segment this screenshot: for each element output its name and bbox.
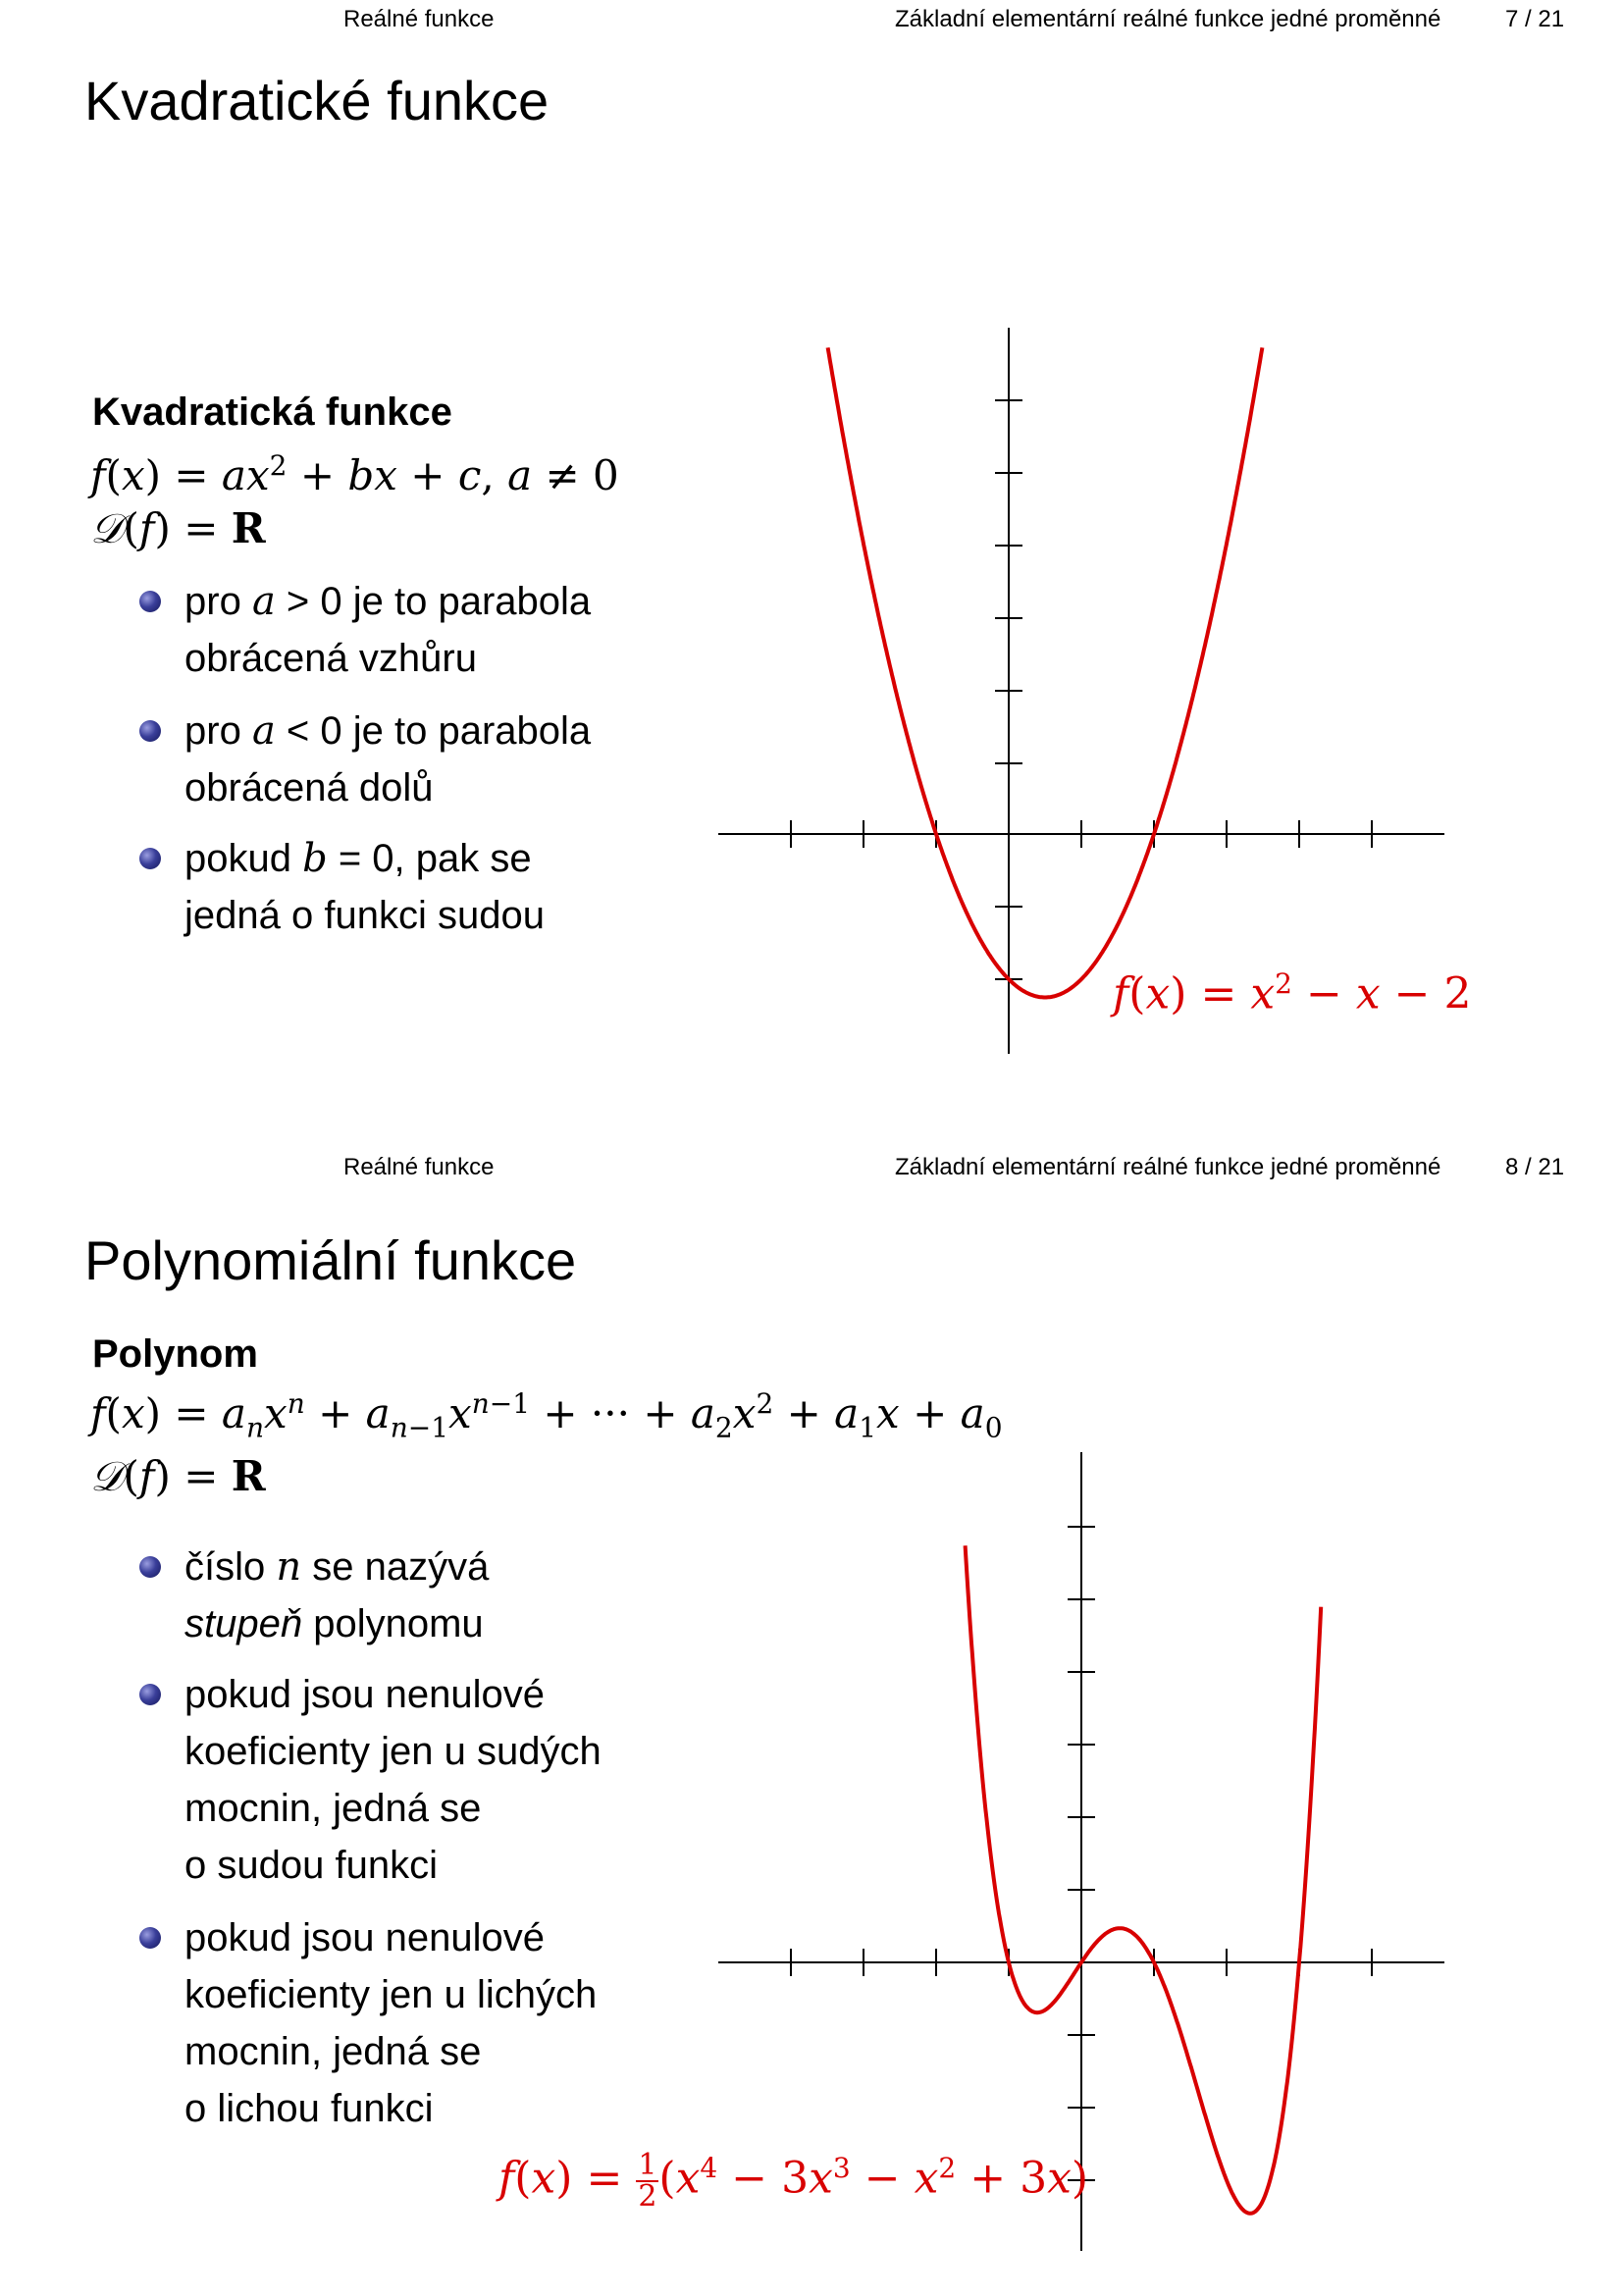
polynomial-plot bbox=[0, 1148, 1623, 2296]
block-title: Kvadratická funkce bbox=[92, 391, 452, 434]
y-axis bbox=[1068, 1452, 1095, 2251]
parabola-curve bbox=[828, 347, 1263, 997]
header-subsection: Základní elementární reálné funkce jedné proměnné bbox=[895, 6, 1441, 32]
slide-title: Polynomiální funkce bbox=[84, 1229, 577, 1291]
header-section: Reálné funkce bbox=[343, 6, 495, 32]
header-subsection: Základní elementární reálné funkce jedné proměnné bbox=[895, 1154, 1441, 1180]
list-item: pokud jsou nenulové koeficienty jen u sudých mocnin, jedná se o sudou funkci bbox=[184, 1666, 602, 1894]
list-item: číslo n se nazývá stupeň polynomu bbox=[184, 1539, 489, 1652]
quadratic-formula: $f(x) = ax^2$ + bx + c, a ≠ 0 bbox=[90, 449, 619, 499]
x-axis bbox=[718, 820, 1444, 848]
domain-formula: 𝒟(f) = R bbox=[90, 1452, 266, 1500]
domain-formula: 𝒟(f) = R bbox=[90, 504, 266, 552]
plot-label: f(x) = $\frac{1}{2}$ $(x^4 - 3x^3 - x^2 + 3x)$ bbox=[498, 2148, 1089, 2214]
quartic-curve bbox=[966, 1545, 1322, 2214]
list-item: pokud jsou nenulové koeficienty jen u lichých mocnin, jedná se o lichou funkci bbox=[184, 1909, 597, 2137]
slide-8 bbox=[0, 1148, 1623, 2296]
y-axis bbox=[995, 328, 1022, 1054]
plot-label: $f(x) = x^2 - x - 2$ bbox=[1113, 967, 1472, 1019]
list-item: pro a < 0 je to parabola obrácená dolů bbox=[184, 703, 591, 816]
slide-title: Kvadratické funkce bbox=[84, 70, 550, 131]
page-number: 8 / 21 bbox=[1505, 1154, 1565, 1180]
page-number: 7 / 21 bbox=[1505, 6, 1565, 32]
block-title: Polynom bbox=[92, 1332, 258, 1376]
list-item: pokud b = 0, pak se jedná o funkci sudou bbox=[184, 830, 545, 944]
header-section: Reálné funkce bbox=[343, 1154, 495, 1180]
polynomial-formula: $f(x) = a_nx^n + a_{n-1}x^{n-1}$ + ··· + $a_2x^2 + a_1x + a_0$ bbox=[90, 1387, 1003, 1444]
list-item: pro a > 0 je to parabola obrácená vzhůru bbox=[184, 573, 591, 687]
